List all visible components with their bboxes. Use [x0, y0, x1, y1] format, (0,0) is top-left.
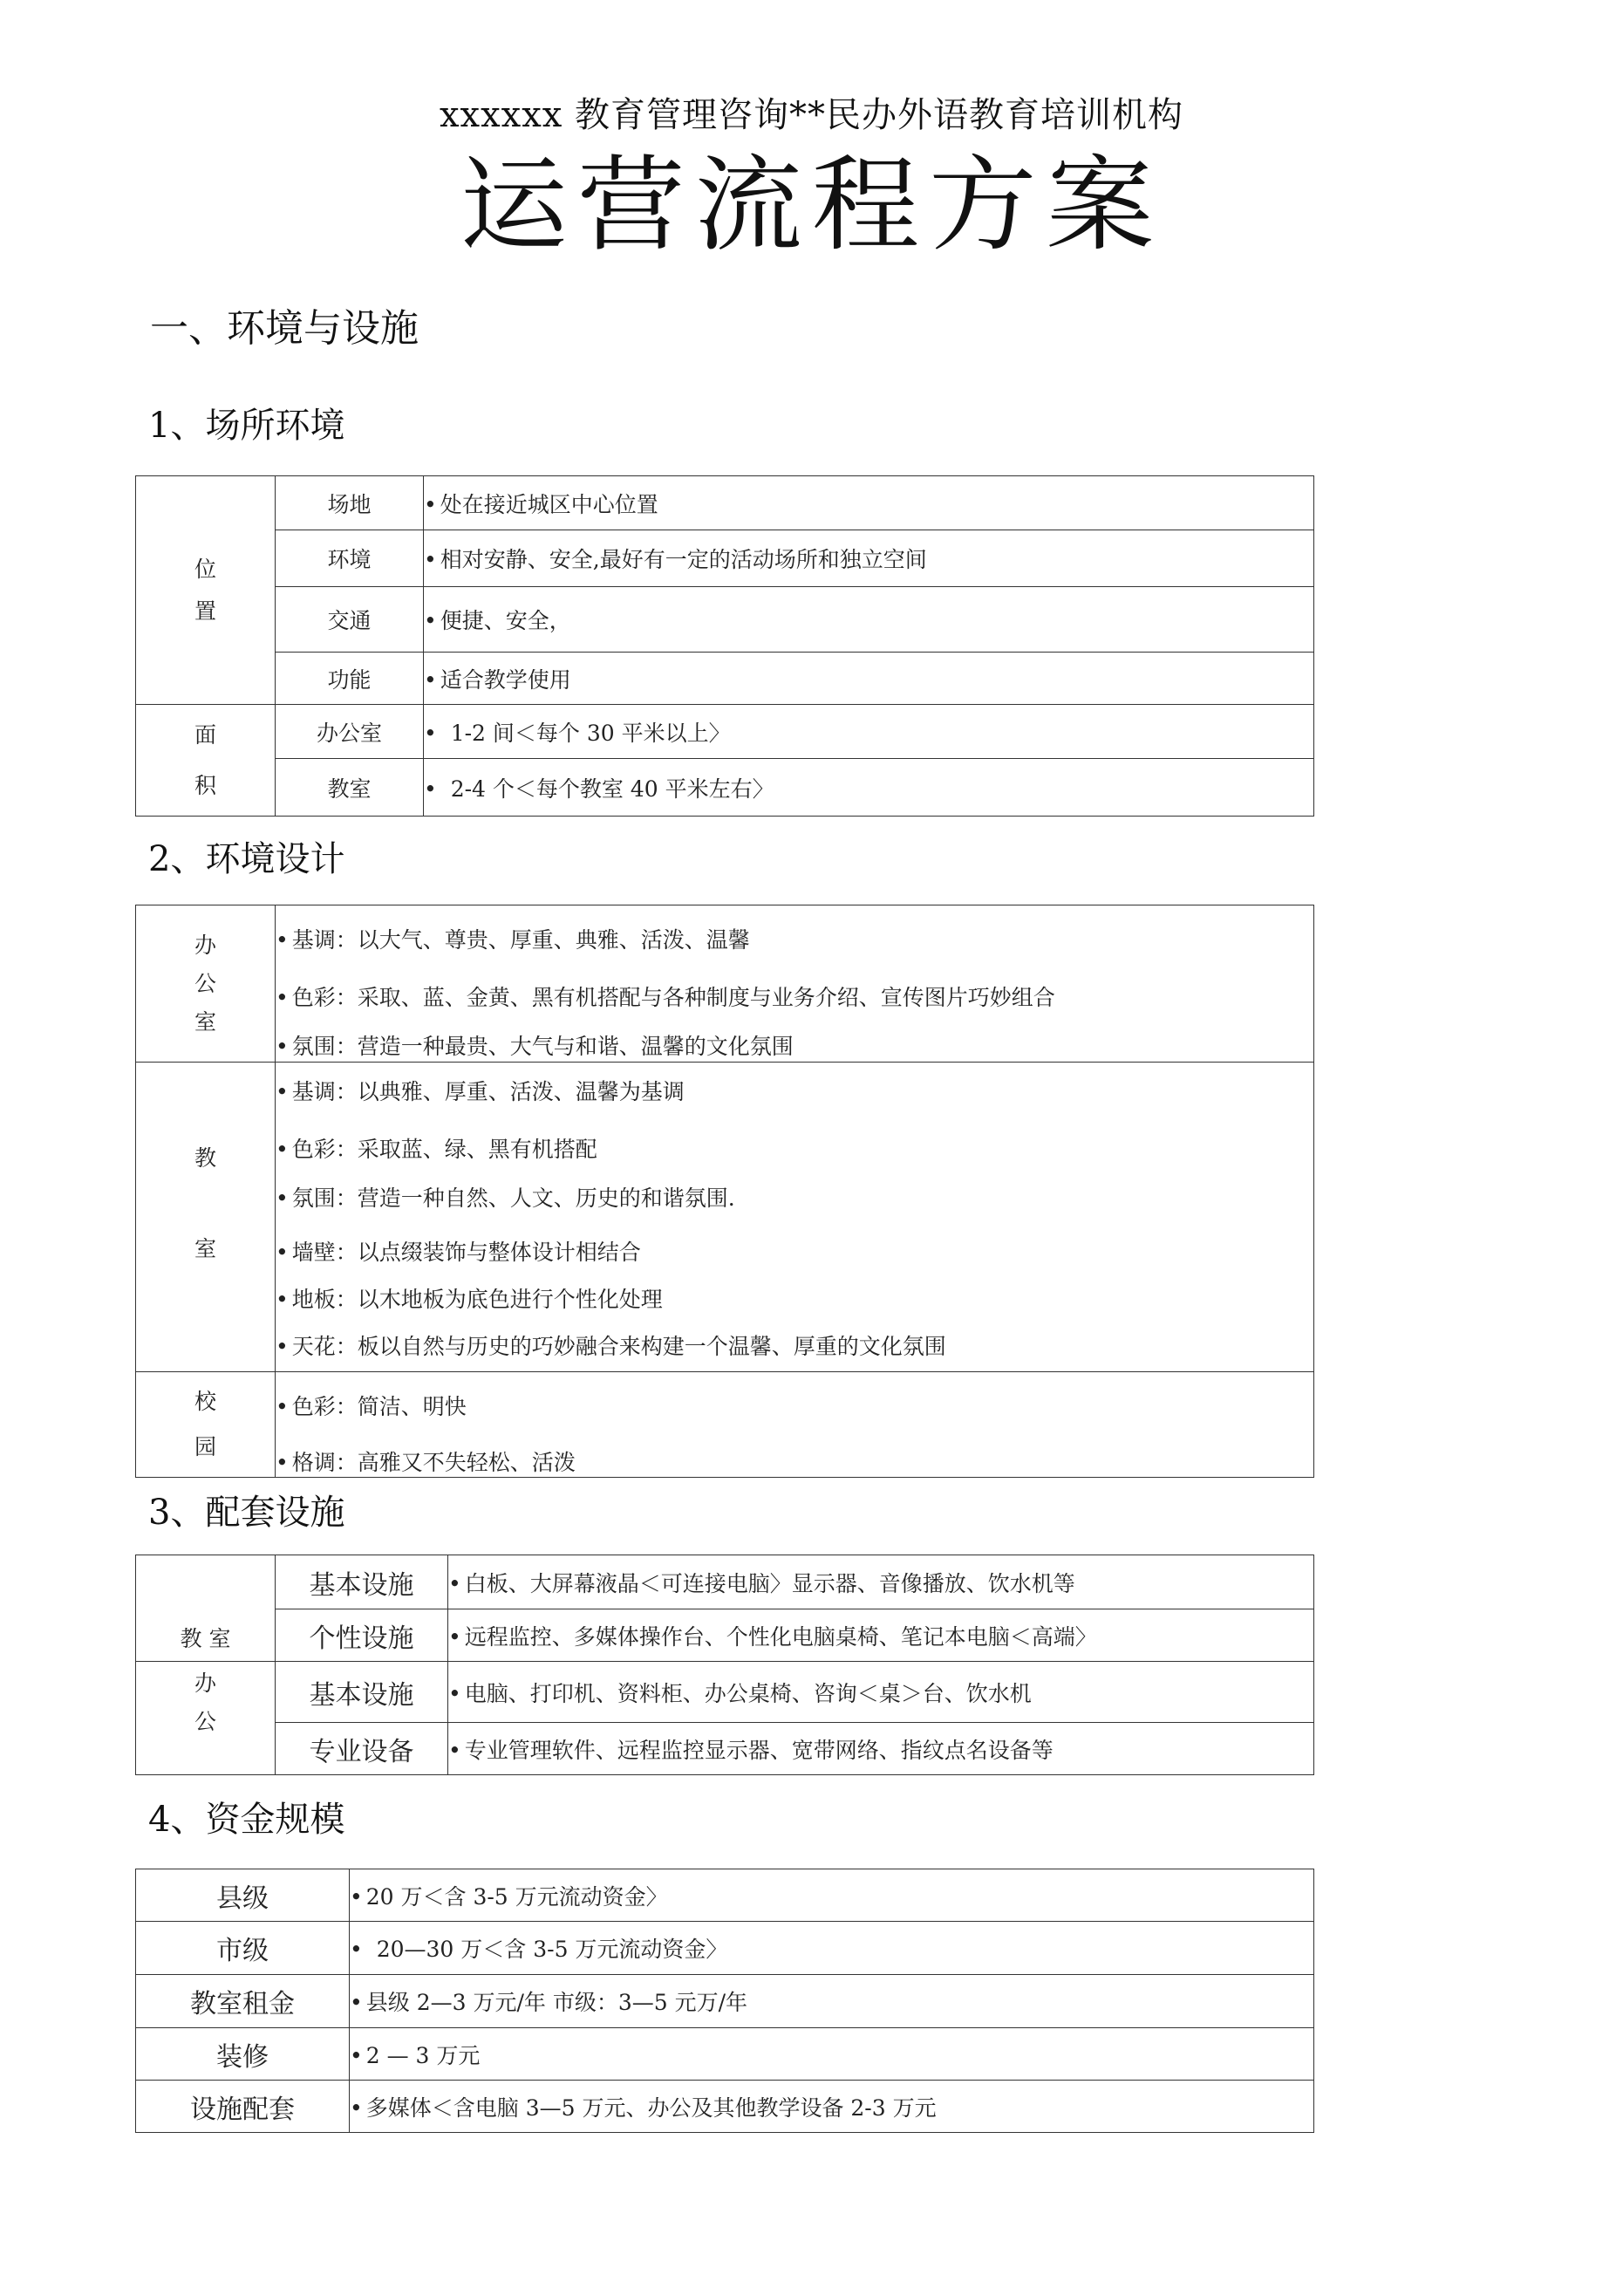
row-label: 办公室 — [276, 705, 424, 759]
row-value: • 便捷、安全， — [424, 587, 1314, 653]
table-row — [136, 653, 1314, 705]
table-row — [136, 1723, 1314, 1775]
section-heading-venue-environment: 1、场所环境 — [148, 406, 345, 446]
table-row — [136, 1922, 1314, 1975]
category-cell-office: 办 公 — [136, 1662, 276, 1775]
row-label: 交通 — [276, 587, 424, 653]
table-row — [136, 1372, 1314, 1478]
row-value: • 处在接近城区中心位置 — [424, 476, 1314, 530]
row-label: 教室租金 — [136, 1975, 350, 2028]
row-label: 设施配套 — [136, 2081, 350, 2133]
row-label: 教室 — [276, 759, 424, 817]
table-row — [136, 1975, 1314, 2028]
category-cell-classroom: 教 室 — [136, 1063, 276, 1372]
venue-environment-table — [135, 475, 1314, 817]
table-row — [136, 1063, 1314, 1372]
category-cell-campus: 校 园 — [136, 1372, 276, 1478]
category-cell-location: 位 置 — [136, 476, 276, 705]
section-heading-environment-facilities: 一、环境与设施 — [150, 306, 419, 351]
table-row — [136, 759, 1314, 817]
organization-title: xxxxxx 教育管理咨询**民办外语教育培训机构 — [439, 95, 1184, 135]
row-label: 基本设施 — [276, 1662, 448, 1723]
row-value: • 适合教学使用 — [424, 653, 1314, 705]
row-label: 环境 — [276, 530, 424, 587]
row-value: • 县级 2—3 万元/年 市级：3—5 元万/年 — [350, 1975, 1314, 2028]
row-value: • 电脑、打印机、资料柜、办公桌椅、咨询＜桌＞台、饮水机 — [448, 1662, 1314, 1723]
row-value: • 专业管理软件、远程监控显示器、宽带网络、指纹点名设备等 — [448, 1723, 1314, 1775]
category-cell-area: 面 积 — [136, 705, 276, 817]
row-value: • 1-2 间＜每个 30 平米以上〉 — [424, 705, 1314, 759]
category-cell-classroom: 教 室 — [136, 1555, 276, 1662]
table-row — [136, 2028, 1314, 2081]
row-label: 场地 — [276, 476, 424, 530]
row-label: 功能 — [276, 653, 424, 705]
table-row — [136, 530, 1314, 587]
row-label: 县级 — [136, 1869, 350, 1922]
row-value: • 2-4 个＜每个教室 40 平米左右〉 — [424, 759, 1314, 817]
table-row — [136, 905, 1314, 1063]
table-row — [136, 705, 1314, 759]
row-label: 个性设施 — [276, 1609, 448, 1662]
row-value: • 多媒体＜含电脑 3—5 万元、办公及其他教学设备 2-3 万元 — [350, 2081, 1314, 2133]
row-label: 专业设备 — [276, 1723, 448, 1775]
row-value: • 远程监控、多媒体操作台、个性化电脑桌椅、笔记本电脑＜高端〉 — [448, 1609, 1314, 1662]
supporting-facilities-table — [135, 1555, 1314, 1775]
table-row — [136, 2081, 1314, 2133]
design-lines-classroom: • 基调：以典雅、厚重、活泼、温馨为基调 • 色彩：采取蓝、绿、黑有机搭配 • 氛围：营造一种自然、人文、历史的和谐氛围. • 墙壁：以点缀装饰与整体设计相结合 • 地板：以木地板为底色进行个性化处理 • 天花：板以自然与历史的巧妙融合来构建一个温馨、厚重的文化氛围 — [276, 1063, 1314, 1372]
row-value: • 20—30 万＜含 3-5 万元流动资金〉 — [350, 1922, 1314, 1975]
document-title: 运营流程方案 — [460, 145, 1163, 265]
row-value: • 2 — 3 万元 — [350, 2028, 1314, 2081]
design-lines-office: • 基调：以大气、尊贵、厚重、典雅、活泼、温馨 • 色彩：采取、蓝、金黄、黑有机搭配与各种制度与业务介绍、宣传图片巧妙组合 • 氛围：营造一种最贵、大气与和谐、温馨的文化氛围 — [276, 905, 1314, 1063]
design-lines-campus: • 色彩：简洁、明快 • 格调：高雅又不失轻松、活泼 — [276, 1372, 1314, 1478]
row-label: 基本设施 — [276, 1555, 448, 1609]
environment-design-table — [135, 905, 1314, 1478]
row-value: • 白板、大屏幕液晶＜可连接电脑〉显示器、音像播放、饮水机等 — [448, 1555, 1314, 1609]
table-row — [136, 1662, 1314, 1723]
row-value: • 相对安静、安全,最好有一定的活动场所和独立空间 — [424, 530, 1314, 587]
row-label: 装修 — [136, 2028, 350, 2081]
row-value: • 20 万＜含 3-5 万元流动资金〉 — [350, 1869, 1314, 1922]
table-row — [136, 1555, 1314, 1609]
table-row — [136, 1609, 1314, 1662]
section-heading-supporting-facilities: 3、配套设施 — [148, 1493, 345, 1533]
section-heading-environment-design: 2、环境设计 — [148, 839, 345, 879]
category-cell-office: 办 公 室 — [136, 905, 276, 1063]
capital-scale-table — [135, 1869, 1314, 2133]
row-label: 市级 — [136, 1922, 350, 1975]
table-row — [136, 1869, 1314, 1922]
section-heading-capital-scale: 4、资金规模 — [148, 1800, 345, 1840]
table-row — [136, 476, 1314, 530]
table-row — [136, 587, 1314, 653]
